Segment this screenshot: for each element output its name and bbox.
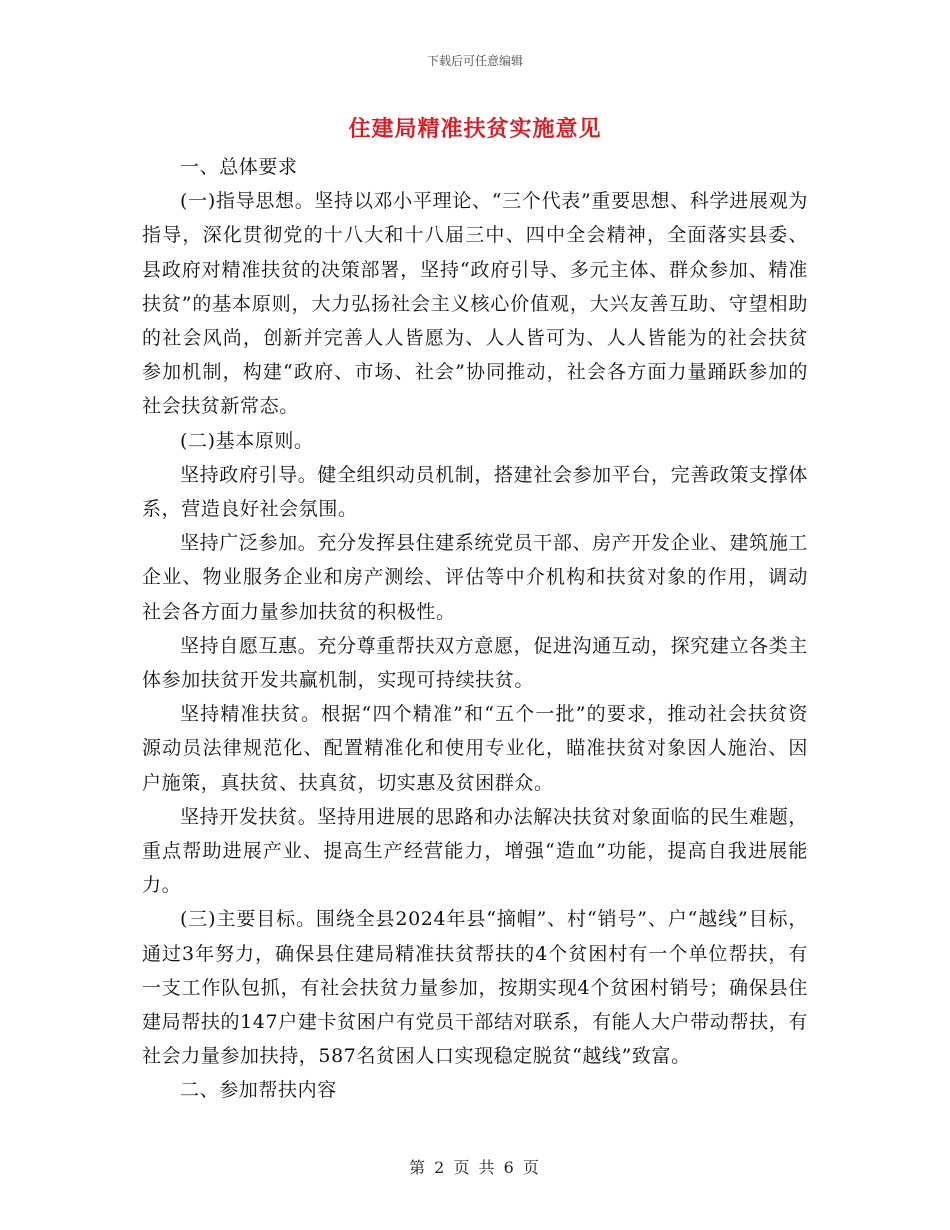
section-heading-assistance-content: 二、参加帮扶内容 <box>180 1079 337 1102</box>
document-title: 住建局精准扶贫实施意见 <box>348 117 602 142</box>
paragraph-voluntary-mutual-benefit: 坚持自愿互惠。充分尊重帮扶双方意愿，促进沟通互动，探究建立各类主体参加扶贫开发共赢机制，实现可持续扶贫。 <box>142 634 808 692</box>
paragraph-government-guidance: 坚持政府引导。健全组织动员机制，搭建社会参加平台，完善政策支撑体系，营造良好社会氛围。 <box>142 463 808 521</box>
paragraph-guiding-thought: (一)指导思想。坚持以邓小平理论、“三个代表”重要思想、科学进展观为指导，深化贯彻党的十八大和十八届三中、四中全会精神，全面落实县委、县政府对精准扶贫的决策部署，坚持“政府引导、多元主体、群众参加、精准扶贫”的基本原则，大力弘扬社会主义核心价值观，大兴友善互助、守望相助的社会风尚，创新并完善人人皆愿为、人人皆可为、人人皆能为的社会扶贫参加机制，构建“政府、市场、社会”协同推动，社会各方面力量踊跃参加的社会扶贫新常态。 <box>142 190 808 418</box>
paragraph-main-goals: (三)主要目标。围绕全县2024年县“摘帽”、村“销号”、户“越线”目标，通过3年努力，确保县住建局精准扶贫帮扶的4个贫困村有一个单位帮扶，有一支工作队包抓，有社会扶贫力量参加，按期实现4个贫困村销号；确保县住建局帮扶的147户建卡贫困户有党员干部结对联系，有能人大户带动帮扶，有社会力量参加扶持，587名贫困人口实现稳定脱贫“越线”致富。 <box>142 908 808 1068</box>
paragraph-basic-principles-heading: (二)基本原则。 <box>180 429 314 452</box>
header-note: 下载后可任意编辑 <box>426 54 523 68</box>
section-heading-general: 一、总体要求 <box>180 156 298 178</box>
paragraph-development-poverty-alleviation: 坚持开发扶贫。坚持用进展的思路和办法解决扶贫对象面临的民生难题，重点帮助进展产业、提高生产经营能力，增强“造血”功能，提高自我进展能力。 <box>142 805 808 897</box>
page-footer: 第 2 页 共 6 页 <box>409 1158 541 1177</box>
paragraph-broad-participation: 坚持广泛参加。充分发挥县住建系统党员干部、房产开发企业、建筑施工企业、物业服务企业和房产测绘、评估等中介机构和扶贫对象的作用，调动社会各方面力量参加扶贫的积极性。 <box>142 532 808 623</box>
document-body <box>142 150 808 1108</box>
paragraph-precise-poverty-alleviation: 坚持精准扶贫。根据“四个精准”和“五个一批”的要求，推动社会扶贫资源动员法律规范化、配置精准化和使用专业化，瞄准扶贫对象因人施治、因户施策，真扶贫、扶真贫，切实惠及贫困群众。 <box>142 703 808 794</box>
